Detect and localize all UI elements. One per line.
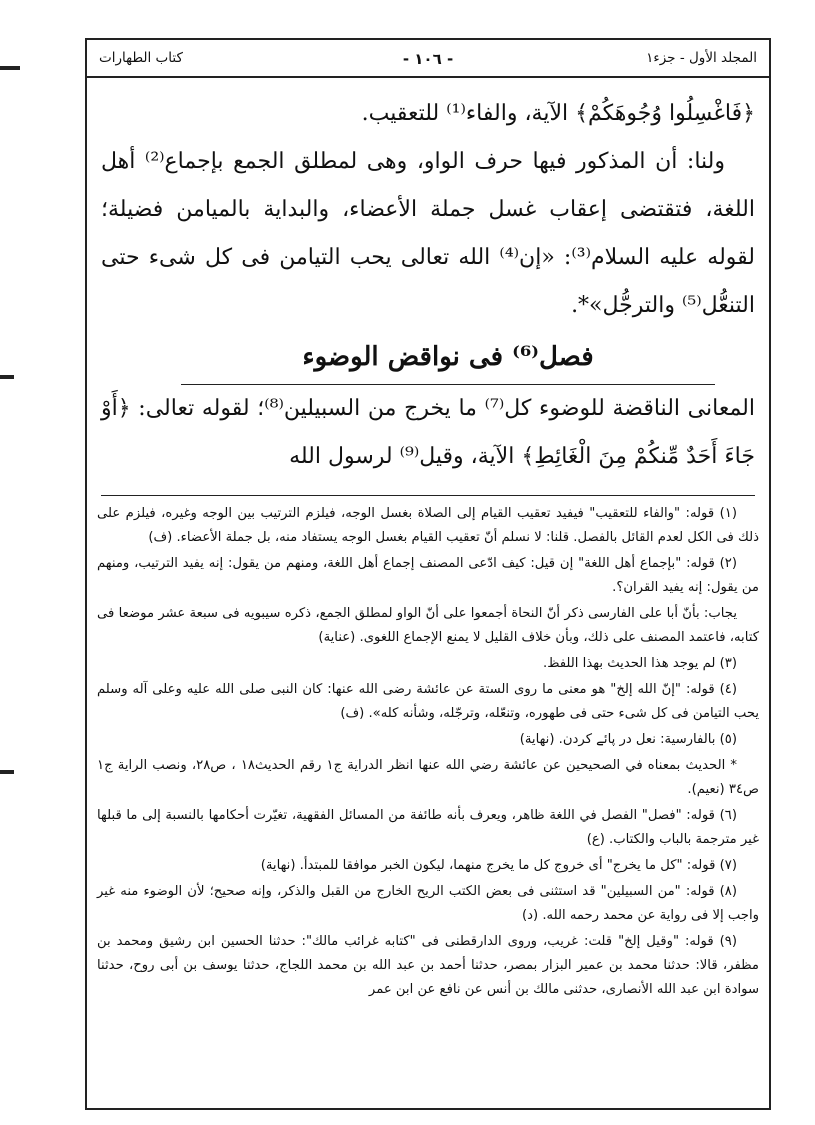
page-frame bbox=[85, 38, 771, 1110]
main-text bbox=[101, 90, 755, 481]
footnote-1: (١) قوله: "والفاء للتعقيب" فيفيد تعقيب القيام إلى الصلاة بغسل الوجه، فيلزم الترتيب بين الوجه وغيره، فيلزم على ذلك فى الكل لعدم القائل بالفصل. قلنا: لا نسلم أنّ تعقيب القيام بغسل الوجه يستفاد منه، بل جملة الأعضاء. (ف) bbox=[97, 506, 759, 545]
footnote-8: (٨) قوله: "من السبيلين" قد استثنى فى بعض الكتب الريح الخارج من القبل والذكر، وإنه صحيح؛ لأن الوضوء منه غير واجب إلا فى رواية عن محمد رحمه الله. (د) bbox=[97, 884, 759, 923]
footnote-9: (٩) قوله: "وقيل إلخ" قلت: غريب، وروى الدارقطنى فى "كتابه غرائب مالك": حدثنا الحسين ابن رشيق ومحمد بن مظفر، قالا: حدثنا محمد بن عمير البزار بمصر، حدثنا أحمد بن عبد الله بن محمد اللجاج، حدثنا يوسف بن أبى روح، حدثنا سوادة ابن عبد الله الأنصارى، حدثنى مالك بن أنس عن نافع عن ابن عمر bbox=[97, 934, 759, 997]
footnote-7: (٧) قوله: "كل ما يخرج" أى خروج كل ما يخرج منهما، ليكون الخبر موافقا للمبتدأ. (نهاية) bbox=[260, 858, 737, 873]
footnotes bbox=[97, 502, 759, 1004]
footnote-6: (٦) قوله: "فصل" الفصل في اللغة ظاهر، ويعرف بأنه طائفة من المسائل الفقهية، تغيّرت أحكامها بالنسبة إلى ما قبلها غير مترجمة بالباب والكتاب. (ع) bbox=[97, 808, 759, 847]
footnote-2: (٢) قوله: "بإجماع أهل اللغة" إن قيل: كيف ادّعى المصنف إجماع أهل اللغة، ومنهم من يقول: إنه يفيد الترتيب، ومنهم من يقول: إنه يفيد القران؟. bbox=[97, 556, 759, 595]
main-paragraph-1: ﴿فَاغْسِلُوا وُجُوهَكُمْ﴾ الآية، والفاء⁽¹⁾ للتعقيب. bbox=[361, 101, 755, 126]
footnote-4: (٤) قوله: "إنّ الله إلخ" هو معنى ما روى الستة عن عائشة رضى الله عنها: كان النبى صلى الله عليه وعلى آله وسلم يحب التيامن فى كل شىء حتى فى طهوره، وتنعّله، وترجّله، وشأنه كله». (ف) bbox=[97, 682, 759, 721]
scan-mark-middle bbox=[0, 375, 14, 379]
book-title: كتاب الطهارات bbox=[99, 50, 183, 66]
footnote-divider bbox=[101, 495, 755, 496]
scan-mark-top bbox=[0, 66, 20, 70]
section-title: فصل⁽⁶⁾ فى نواقض الوضوء bbox=[181, 330, 715, 385]
footnote-2-answer: يجاب: بأنّ أبا على الفارسى ذكر أنّ النحاة أجمعوا على أنّ الواو لمطلق الجمع، ذكره سيبويه فى سبعة عشر موضعا فى كتابه، فاعتمد المصنف على ذلك، وبأن خلاف القليل لا يمنع الإجماع اللغوى. (عناية) bbox=[97, 606, 759, 645]
main-paragraph-2: ولنا: أن المذكور فيها حرف الواو، وهى لمطلق الجمع بإجماع⁽²⁾ أهل اللغة، فتقتضى إعقاب غسل جملة الأعضاء، والبداية بالميامن فضيلة؛ لقوله عليه السلام⁽³⁾: «إن⁽⁴⁾ الله تعالى يحب التيامن فى كل شىء حتى التنعُّل⁽⁵⁾ والترجُّل»*. bbox=[101, 149, 755, 318]
scan-mark-bottom bbox=[0, 770, 14, 774]
volume-label: المجلد الأول - جزء١ bbox=[646, 50, 757, 66]
page-number: - ١٠٦ - bbox=[402, 50, 454, 68]
footnote-star: * الحديث بمعناه في الصحيحين عن عائشة رضي الله عنها انظر الدراية ج١ رقم الحديث١٨ ، ص٢٨، ونصب الراية ج١ ص٣٤ (نعيم). bbox=[97, 758, 759, 797]
main-paragraph-3: المعانى الناقضة للوضوء كل⁽⁷⁾ ما يخرج من السبيلين⁽⁸⁾؛ لقوله تعالى: ﴿أَوْ جَاءَ أَحَدٌ مِّنكُمْ مِنَ الْغَائِطِ﴾ الآية، وقيل⁽⁹⁾ لرسول الله bbox=[101, 396, 755, 469]
footnote-3: (٣) لم يوجد هذا الحديث بهذا اللفظ. bbox=[543, 656, 737, 671]
footnote-5: (٥) بالفارسية: نعل در پائے كردن. (نهاية) bbox=[519, 732, 737, 747]
page-header bbox=[87, 40, 769, 78]
